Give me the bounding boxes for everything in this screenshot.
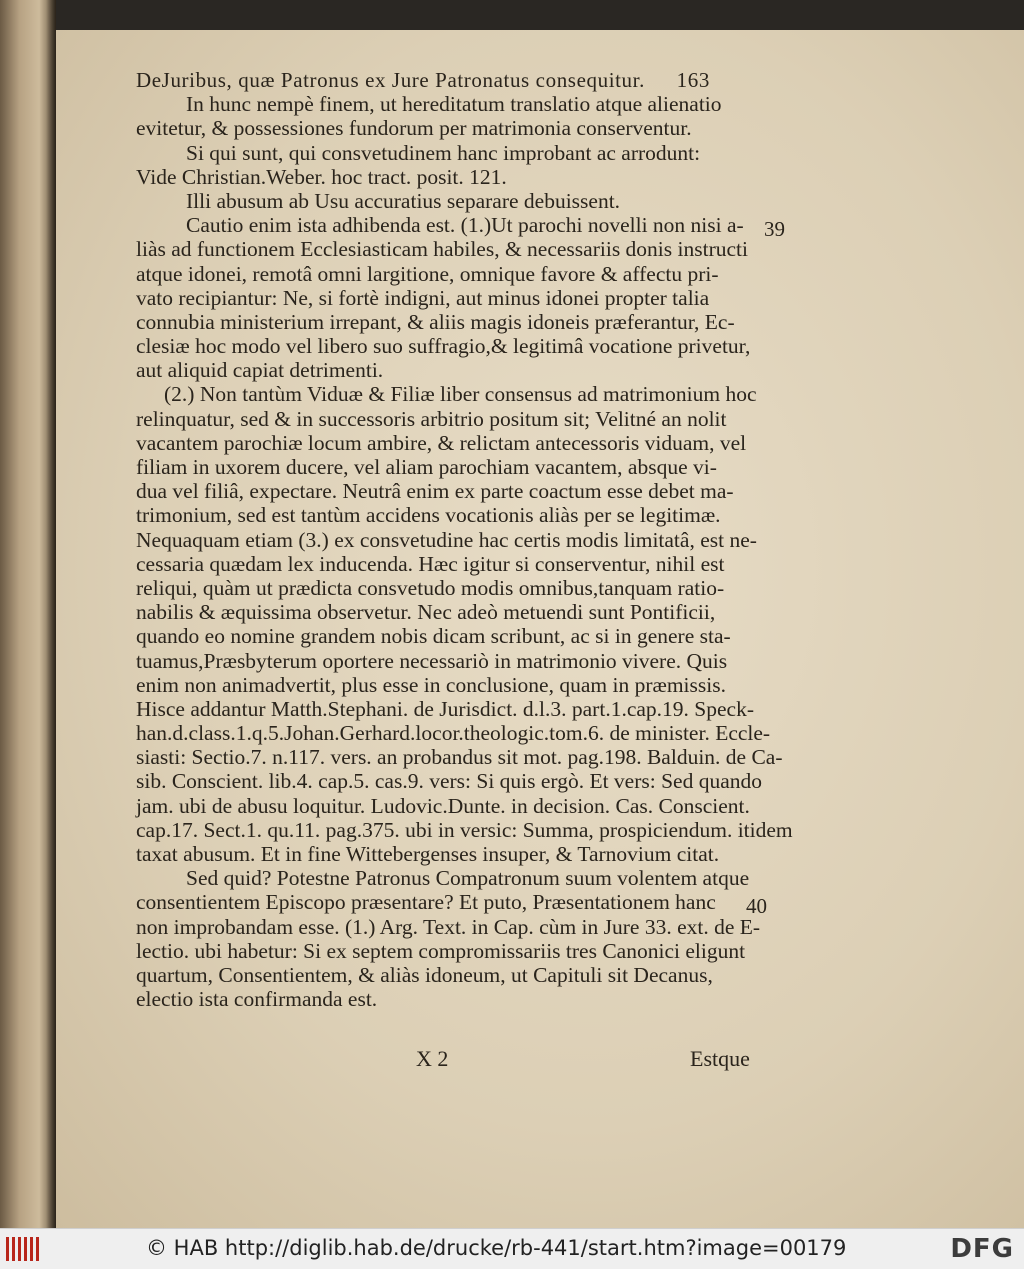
text-line: relinquatur, sed & in successoris arbitrio positum sit; Velitné an nolit <box>136 406 727 431</box>
text-line: non improbandam esse. (1.) Arg. Text. in Cap. cùm in Jure 33. ext. de E- <box>136 914 761 939</box>
barcode-icon <box>6 1237 40 1261</box>
text-line: electio ista confirmanda est. <box>136 987 378 1012</box>
margin-number: 40 <box>746 894 767 918</box>
text-line: cessaria quædam lex inducenda. Hæc igitur si conserventur, nihil est <box>136 551 725 576</box>
text-line: evitetur, & possessiones fundorum per matrimonia conserventur. <box>136 116 692 141</box>
text-line: aut aliquid capiat detrimenti. <box>136 358 384 383</box>
text-line: nabilis & æquissima observetur. Nec adeò metuendi sunt Pontificii, <box>136 600 716 625</box>
margin-number: 39 <box>764 217 785 241</box>
text-line: Illi abusum ab Usu accuratius separare debuissent. <box>186 188 621 213</box>
book-page <box>56 30 1024 1228</box>
text-line: tuamus,Præsbyterum oportere necessariò in matrimonio vivere. Quis <box>136 648 728 673</box>
text-line: trimonium, sed est tantùm accidens vocationis aliàs per se legitimæ. <box>136 503 721 528</box>
text-line: Hisce addantur Matth.Stephani. de Jurisdict. d.l.3. part.1.cap.19. Speck- <box>136 696 754 721</box>
text-line: Si qui sunt, qui consvetudinem hanc improbant ac arrodunt: <box>186 140 701 165</box>
text-line: filiam in uxorem ducere, vel aliam parochiam vacantem, absque vi- <box>136 455 717 479</box>
text-line: Vide Christian.Weber. hoc tract. posit. 121. <box>136 164 507 189</box>
text-line: quando eo nomine grandem nobis dicam scribunt, ac si in genere sta- <box>136 624 731 649</box>
text-line: In hunc nempè finem, ut hereditatum translatio atque alienatio <box>186 92 722 117</box>
page-number: 163 <box>676 68 710 92</box>
text-line: clesiæ hoc modo vel libero suo suffragio,& legitimâ vocatione privetur, <box>136 334 751 359</box>
text-line: enim non animadvertit, plus esse in conclusione, quam in præmissis. <box>136 672 726 697</box>
text-line: siasti: Sectio.7. n.117. vers. an probandus sit mot. pag.198. Balduin. de Ca- <box>136 745 783 770</box>
text-line: liàs ad functionem Ecclesiasticam habiles, & necessariis donis instructi <box>136 237 748 262</box>
text-line: Nequaquam etiam (3.) ex consvetudine hac certis modis limitatâ, est ne- <box>136 527 757 552</box>
text-line: vato recipiantur: Ne, si fortè indigni, aut minus idonei propter talia <box>136 285 710 310</box>
text-line: jam. ubi de abusu loquitur. Ludovic.Dunte. in decision. Cas. Conscient. <box>136 793 750 818</box>
text-line: sib. Conscient. lib.4. cap.5. cas.9. vers: Si quis ergò. Et vers: Sed quando <box>136 769 763 794</box>
page-text-block <box>136 68 836 1011</box>
signature-mark: X 2 <box>416 1046 449 1071</box>
text-line: (2.) Non tantùm Viduæ & Filiæ liber consensus ad matrimonium hoc <box>164 382 757 407</box>
text-line: connubia ministerium irrepant, & aliis magis idoneis præferantur, Ec- <box>136 309 735 334</box>
book-spine-edge <box>0 0 56 1228</box>
viewer-footer <box>0 1228 1024 1269</box>
text-line: quartum, Consentientem, & aliàs idoneum, ut Capituli sit Decanus, <box>136 962 713 987</box>
text-line: Cautio enim ista adhibenda est. (1.)Ut parochi novelli non nisi a- <box>186 213 744 238</box>
text-line: Sed quid? Potestne Patronus Compatronum suum volentem atque <box>186 866 750 891</box>
catchword: Estque <box>690 1046 750 1071</box>
text-line: dua vel filiâ, expectare. Neutrâ enim ex parte coactum esse debet ma- <box>136 479 734 504</box>
text-line: taxat abusum. Et in fine Wittebergenses insuper, & Tarnovium citat. <box>136 842 720 866</box>
dfg-logo: DFG <box>950 1234 1014 1264</box>
text-line: han.d.class.1.q.5.Johan.Gerhard.locor.theologic.tom.6. de minister. Eccle- <box>136 721 771 746</box>
text-line: reliqui, quàm ut prædicta consvetudo modis omnibus,tanquam ratio- <box>136 575 725 600</box>
running-head: DeJuribus, quæ Patronus ex Jure Patronatus consequitur. <box>136 68 645 92</box>
text-line: vacantem parochiæ locum ambire, & relictam antecessoris viduam, vel <box>136 430 747 455</box>
text-line: cap.17. Sect.1. qu.11. pag.375. ubi in versic: Summa, prospiciendum. itidem <box>136 817 793 842</box>
text-line: consentientem Episcopo præsentare? Et puto, Præsentationem hanc <box>136 890 716 915</box>
text-line: lectio. ubi habetur: Si ex septem compromissariis tres Canonici eligunt <box>136 938 746 963</box>
copyright-link[interactable]: © HAB http://diglib.hab.de/drucke/rb-441/start.htm?image=00179 <box>146 1236 847 1260</box>
running-head-line <box>136 68 836 92</box>
text-line: atque idonei, remotâ omni largitione, omnique favore & affectu pri- <box>136 261 719 286</box>
